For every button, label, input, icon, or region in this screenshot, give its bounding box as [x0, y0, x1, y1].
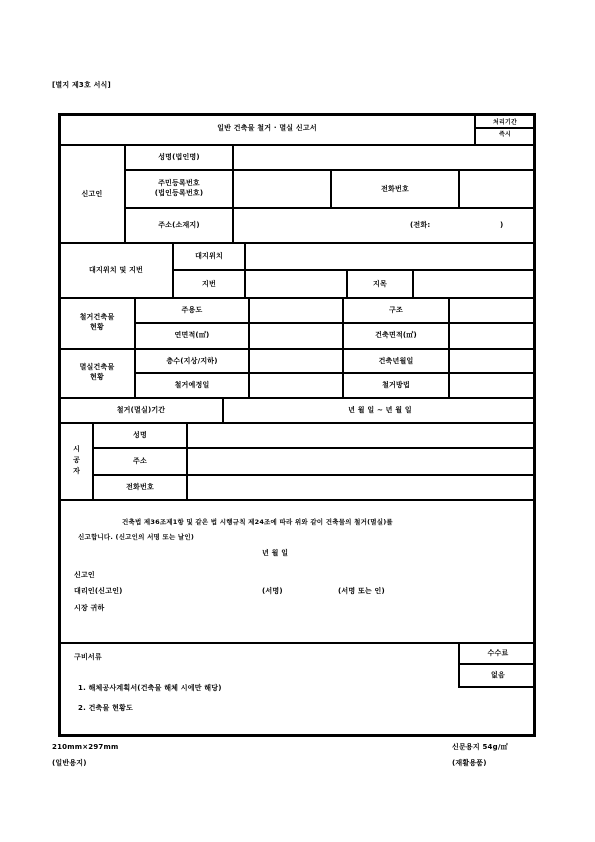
bldg-location-label: 대지위치	[195, 251, 223, 260]
form-title: 일반 건축물 철거 · 멸실 신고서	[217, 123, 317, 132]
divider	[458, 169, 460, 208]
divider	[244, 243, 246, 298]
address-phone-close: )	[500, 221, 504, 229]
attach-item-2: 2. 건축물 현황도	[78, 704, 133, 712]
divider	[248, 298, 250, 398]
bldg-group: 대지위치 및 지번	[88, 265, 143, 274]
recipient: 시장 귀하	[74, 604, 105, 612]
processing-days: 즉시	[499, 131, 511, 138]
date-line: 년 월 일	[262, 549, 289, 557]
footer-right-2: (재활용품)	[452, 759, 487, 767]
period-label: 철거(멸실)기간	[116, 406, 166, 414]
divider	[134, 372, 536, 374]
fee-value: 없음	[491, 670, 505, 679]
divider	[186, 423, 188, 500]
period-value: 년 월 일 ~ 년 월 일	[348, 406, 412, 414]
contractor-addr-label: 주소	[133, 457, 147, 465]
divider	[58, 397, 536, 399]
divider	[458, 663, 536, 665]
divider	[412, 269, 414, 298]
existing-building-area-label: 건축면적(㎡)	[375, 331, 417, 339]
existing-total-area-label: 연면적(㎡)	[174, 331, 210, 339]
divider	[458, 686, 536, 688]
applicant-address-label: 주소(소재지)	[158, 220, 200, 229]
signer-1: 신고인	[74, 571, 95, 579]
demolish-planned-label: 철거예정일	[174, 381, 210, 389]
footer-left-2: (일반용지)	[52, 759, 87, 767]
demolish-date-label: 건축년월일	[378, 356, 414, 365]
signer-2: 대리인(신고인)	[74, 587, 123, 595]
contractor-name-label: 성명	[133, 431, 147, 439]
declaration-line-2: 신고합니다. (신고인의 서명 또는 날인)	[78, 533, 195, 541]
divider	[58, 422, 536, 424]
divider	[58, 297, 536, 299]
contractor-group: 시공자	[72, 445, 81, 478]
divider	[58, 642, 536, 644]
divider	[134, 322, 536, 324]
bldg-lot-label: 지번	[202, 279, 216, 288]
footer-right-1: 신문용지 54g/㎡	[452, 743, 508, 751]
address-phone-marker: (전화:	[410, 221, 431, 229]
applicant-name-label: 성명(법인명)	[158, 152, 200, 161]
demolish-floors-label: 층수(지상/지하)	[166, 356, 218, 365]
attach-label: 구비서류	[74, 653, 102, 661]
footer-left-1: 210mm×297mm	[52, 743, 119, 751]
divider	[474, 127, 536, 129]
applicant-group: 신고인	[81, 189, 103, 198]
divider	[58, 348, 536, 350]
bldg-area-label: 지목	[373, 279, 387, 288]
fee-label: 수수료	[487, 649, 509, 657]
divider	[58, 242, 536, 244]
divider	[172, 269, 536, 271]
demolish-group: 멸실건축물 현황	[79, 363, 115, 381]
contractor-phone-label: 전화번호	[126, 483, 154, 491]
divider	[92, 447, 536, 449]
form-number: [별지 제3호 서식]	[52, 81, 111, 89]
applicant-id-label: 주민등록번호 (법인등록번호)	[154, 179, 204, 197]
divider	[448, 298, 450, 398]
applicant-phone-label: 전화번호	[381, 184, 409, 193]
divider	[92, 474, 536, 476]
attach-item-1: 1. 해체공사계획서(건축물 해체 시에만 해당)	[78, 684, 222, 692]
divider	[58, 499, 536, 501]
existing-use-label: 주용도	[181, 306, 203, 314]
existing-group: 철거건축물 현황	[79, 313, 115, 331]
divider	[232, 144, 234, 243]
demolish-method-label: 철거방법	[382, 381, 410, 389]
declaration-line-1: 건축법 제36조제1항 및 같은 법 시행규칙 제24조에 따라 위와 같이 건축물의 철거(멸실)를	[122, 518, 393, 526]
signer-2-seal: (서명 또는 인)	[338, 587, 385, 595]
processing-label: 처리기간	[493, 118, 517, 126]
signer-2-sign: (서명)	[262, 587, 283, 595]
existing-structure-label: 구조	[389, 306, 403, 314]
